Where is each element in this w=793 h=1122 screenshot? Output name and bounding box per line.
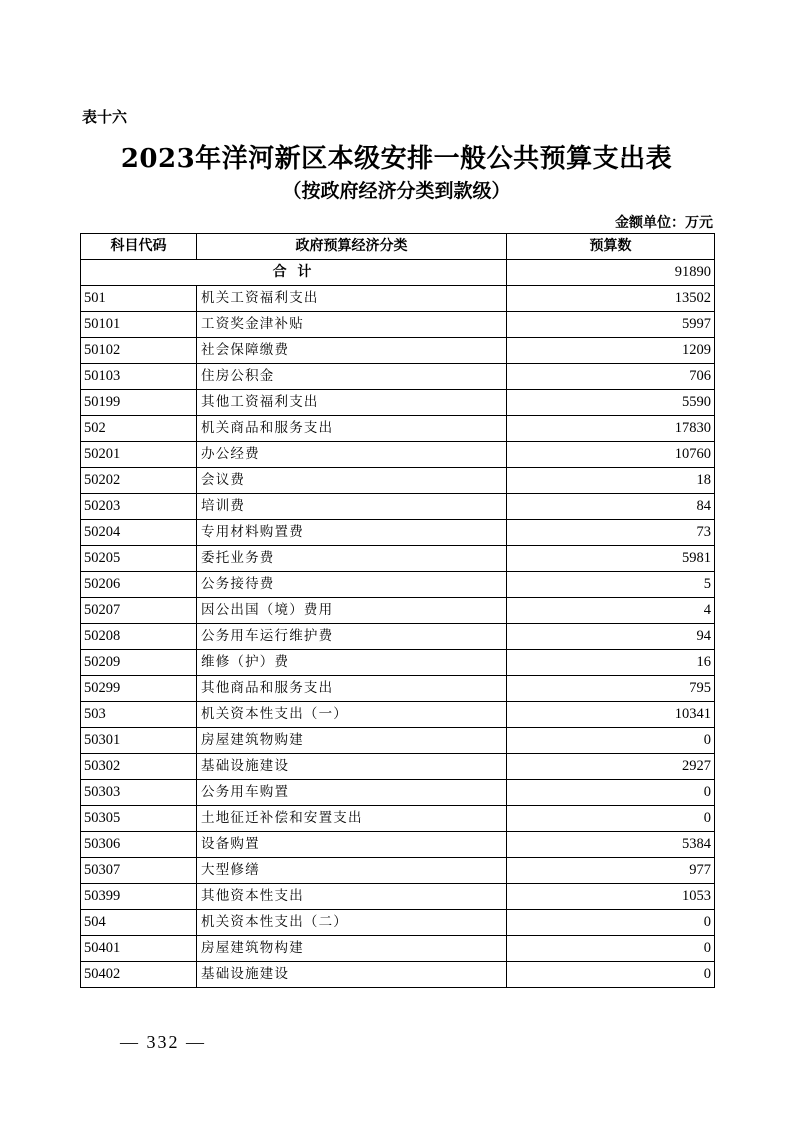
header-amount: 预算数 (507, 234, 715, 260)
table-row (81, 676, 715, 702)
row-amount: 4 (507, 598, 715, 624)
row-name: 其他商品和服务支出 (197, 676, 507, 702)
row-name: 土地征迁补偿和安置支出 (197, 806, 507, 832)
row-code: 50307 (81, 858, 197, 884)
row-name: 设备购置 (197, 832, 507, 858)
table-row (81, 338, 715, 364)
row-amount: 18 (507, 468, 715, 494)
row-amount: 977 (507, 858, 715, 884)
row-code: 50103 (81, 364, 197, 390)
table-row (81, 832, 715, 858)
total-label: 合 计 (81, 260, 507, 286)
budget-table (80, 233, 715, 988)
row-code: 50207 (81, 598, 197, 624)
row-amount: 73 (507, 520, 715, 546)
table-row (81, 754, 715, 780)
row-code: 50208 (81, 624, 197, 650)
row-amount: 0 (507, 936, 715, 962)
table-row (81, 884, 715, 910)
row-code: 50306 (81, 832, 197, 858)
row-name: 公务用车购置 (197, 780, 507, 806)
table-row (81, 286, 715, 312)
table-row (81, 390, 715, 416)
row-name: 基础设施建设 (197, 962, 507, 988)
header-code: 科目代码 (81, 234, 197, 260)
row-amount: 16 (507, 650, 715, 676)
row-name: 会议费 (197, 468, 507, 494)
row-code: 50205 (81, 546, 197, 572)
header-row (81, 234, 715, 260)
table-row (81, 624, 715, 650)
table-row (81, 806, 715, 832)
row-code: 50206 (81, 572, 197, 598)
row-amount: 94 (507, 624, 715, 650)
row-amount: 0 (507, 806, 715, 832)
row-code: 50101 (81, 312, 197, 338)
row-name: 其他工资福利支出 (197, 390, 507, 416)
row-amount: 0 (507, 780, 715, 806)
row-name: 机关商品和服务支出 (197, 416, 507, 442)
table-label: 表十六 (82, 108, 128, 126)
row-amount: 10760 (507, 442, 715, 468)
row-name: 机关资本性支出（一） (197, 702, 507, 728)
row-amount: 2927 (507, 754, 715, 780)
page-subtitle: （按政府经济分类到款级） (282, 180, 511, 202)
table-row (81, 520, 715, 546)
table-row (81, 858, 715, 884)
row-name: 房屋建筑物构建 (197, 936, 507, 962)
row-code: 50204 (81, 520, 197, 546)
row-name: 基础设施建设 (197, 754, 507, 780)
row-name: 住房公积金 (197, 364, 507, 390)
row-code: 50303 (81, 780, 197, 806)
row-amount: 5997 (507, 312, 715, 338)
row-name: 大型修缮 (197, 858, 507, 884)
row-code: 50203 (81, 494, 197, 520)
header-category: 政府预算经济分类 (197, 234, 507, 260)
table-row (81, 702, 715, 728)
row-amount: 0 (507, 728, 715, 754)
row-code: 50201 (81, 442, 197, 468)
table-row (81, 598, 715, 624)
table-row (81, 364, 715, 390)
table-row (81, 780, 715, 806)
row-code: 50402 (81, 962, 197, 988)
row-amount: 1053 (507, 884, 715, 910)
row-amount: 0 (507, 910, 715, 936)
row-name: 培训费 (197, 494, 507, 520)
row-amount: 13502 (507, 286, 715, 312)
row-name: 机关工资福利支出 (197, 286, 507, 312)
table-row (81, 468, 715, 494)
table-row (81, 442, 715, 468)
page-title: 2023年洋河新区本级安排一般公共预算支出表 (120, 144, 673, 174)
row-amount: 5384 (507, 832, 715, 858)
row-amount: 795 (507, 676, 715, 702)
table-row (81, 936, 715, 962)
table-row (81, 546, 715, 572)
row-name: 办公经费 (197, 442, 507, 468)
total-amount: 91890 (507, 260, 715, 286)
table-row (81, 650, 715, 676)
row-code: 50202 (81, 468, 197, 494)
row-name: 房屋建筑物购建 (197, 728, 507, 754)
row-name: 委托业务费 (197, 546, 507, 572)
total-row (81, 260, 715, 286)
table-row (81, 572, 715, 598)
row-code: 50209 (81, 650, 197, 676)
row-name: 公务接待费 (197, 572, 507, 598)
row-amount: 0 (507, 962, 715, 988)
row-amount: 5590 (507, 390, 715, 416)
row-code: 50305 (81, 806, 197, 832)
row-name: 机关资本性支出（二） (197, 910, 507, 936)
row-name: 公务用车运行维护费 (197, 624, 507, 650)
row-name: 社会保障缴费 (197, 338, 507, 364)
row-amount: 5 (507, 572, 715, 598)
unit-label: 金额单位：万元 (615, 215, 713, 231)
row-name: 工资奖金津补贴 (197, 312, 507, 338)
row-name: 维修（护）费 (197, 650, 507, 676)
row-name: 专用材料购置费 (197, 520, 507, 546)
row-amount: 17830 (507, 416, 715, 442)
table-row (81, 416, 715, 442)
row-code: 50401 (81, 936, 197, 962)
row-code: 50199 (81, 390, 197, 416)
row-code: 503 (81, 702, 197, 728)
row-amount: 10341 (507, 702, 715, 728)
row-code: 50399 (81, 884, 197, 910)
row-code: 50299 (81, 676, 197, 702)
table-row (81, 312, 715, 338)
row-name: 因公出国（境）费用 (197, 598, 507, 624)
row-amount: 5981 (507, 546, 715, 572)
row-amount: 84 (507, 494, 715, 520)
row-amount: 706 (507, 364, 715, 390)
row-code: 504 (81, 910, 197, 936)
row-code: 501 (81, 286, 197, 312)
row-code: 50301 (81, 728, 197, 754)
table-row (81, 910, 715, 936)
row-amount: 1209 (507, 338, 715, 364)
row-name: 其他资本性支出 (197, 884, 507, 910)
row-code: 502 (81, 416, 197, 442)
table-row (81, 728, 715, 754)
row-code: 50102 (81, 338, 197, 364)
table-row (81, 962, 715, 988)
page-number: — 332 — (120, 1032, 206, 1052)
table-row (81, 494, 715, 520)
row-code: 50302 (81, 754, 197, 780)
